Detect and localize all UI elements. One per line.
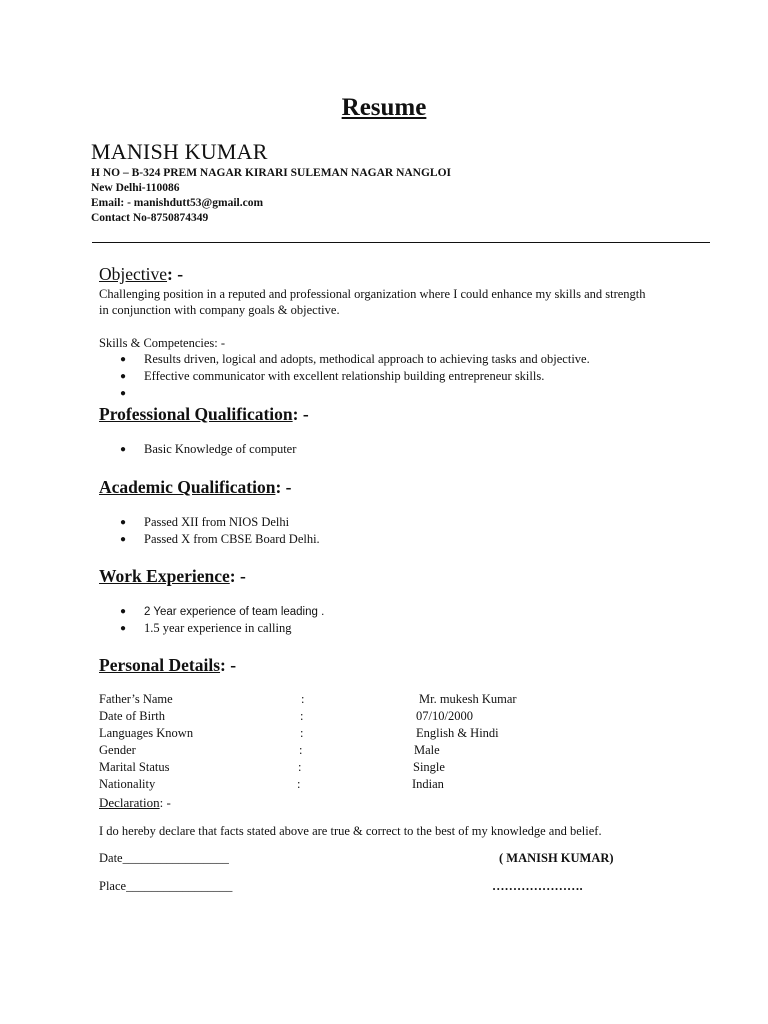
table-row bbox=[99, 692, 619, 709]
list-item: ● 2 Year experience of team leading . bbox=[120, 603, 324, 620]
signature-name: ( MANISH KUMAR) bbox=[499, 851, 614, 865]
professional-heading-suffix: : - bbox=[292, 404, 309, 424]
declaration-heading bbox=[99, 795, 171, 811]
bullet-icon: ● bbox=[120, 606, 127, 617]
bullet-icon: ● bbox=[120, 354, 127, 365]
detail-key: Father’s Name bbox=[99, 692, 173, 706]
detail-key: Gender bbox=[99, 743, 136, 757]
list-item: ● Passed X from CBSE Board Delhi. bbox=[120, 532, 320, 546]
work-heading-suffix: : - bbox=[229, 566, 246, 586]
signature-line: …………………. bbox=[492, 879, 583, 893]
declaration-heading-suffix: : - bbox=[159, 795, 171, 810]
resume-title: Resume bbox=[341, 94, 427, 121]
bullet-icon: ● bbox=[120, 623, 127, 634]
detail-value: Indian bbox=[412, 777, 444, 791]
bullet-icon: ● bbox=[120, 371, 127, 382]
detail-value: English & Hindi bbox=[416, 726, 499, 740]
detail-key: Nationality bbox=[99, 777, 156, 791]
objective-text-line-2: in conjunction with company goals & objective. bbox=[99, 303, 340, 317]
bullet-icon: ● bbox=[120, 534, 127, 545]
academic-list bbox=[120, 514, 320, 548]
objective-heading bbox=[99, 264, 183, 285]
date-field: Date_________________ bbox=[99, 851, 229, 865]
skills-label: Skills & Competencies: - bbox=[99, 336, 226, 350]
phone-line: Contact No-8750874349 bbox=[91, 212, 209, 224]
detail-colon: : bbox=[297, 777, 301, 791]
declaration-heading-label: Declaration bbox=[99, 795, 160, 810]
academic-heading-suffix: : - bbox=[275, 477, 292, 497]
table-row bbox=[99, 726, 619, 743]
detail-value: Male bbox=[414, 743, 440, 757]
declaration-text: I do hereby declare that facts stated above are true & correct to the best of my knowledge and belief. bbox=[99, 824, 602, 838]
academic-heading bbox=[99, 477, 291, 498]
objective-heading-suffix: : - bbox=[167, 264, 184, 284]
header-divider bbox=[92, 242, 710, 243]
bullet-icon: ● bbox=[120, 517, 127, 528]
detail-key: Languages Known bbox=[99, 726, 194, 740]
professional-heading bbox=[99, 404, 309, 425]
list-item: ● 1.5 year experience in calling bbox=[120, 621, 292, 635]
detail-colon: : bbox=[299, 743, 303, 757]
detail-key: Marital Status bbox=[99, 760, 170, 774]
personal-details-table bbox=[99, 692, 619, 794]
address-line-2: New Delhi-110086 bbox=[91, 182, 180, 194]
objective-heading-label: Objective bbox=[99, 264, 168, 284]
detail-colon: : bbox=[300, 726, 304, 740]
objective-text-line-1: Challenging position in a reputed and professional organization where I could enhance my skills and strength bbox=[99, 287, 646, 301]
personal-heading bbox=[99, 655, 236, 676]
work-heading-label: Work Experience bbox=[99, 566, 230, 586]
address-line-1: H NO – B-324 PREM NAGAR KIRARI SULEMAN NAGAR NANGLOI bbox=[91, 167, 452, 179]
academic-heading-label: Academic Qualification bbox=[99, 477, 276, 497]
work-list bbox=[120, 603, 324, 637]
table-row bbox=[99, 760, 619, 777]
work-heading bbox=[99, 566, 246, 587]
detail-value: Single bbox=[413, 760, 445, 774]
list-item: ● Results driven, logical and adopts, methodical approach to achieving tasks and objective. bbox=[120, 352, 590, 366]
list-item: ● Effective communicator with excellent relationship building entrepreneur skills. bbox=[120, 369, 545, 383]
table-row bbox=[99, 709, 619, 726]
skills-list bbox=[120, 351, 590, 402]
detail-colon: : bbox=[301, 692, 305, 706]
detail-value: Mr. mukesh Kumar bbox=[419, 692, 517, 706]
objective-text bbox=[99, 286, 719, 318]
email-line: Email: - manishdutt53@gmail.com bbox=[91, 197, 264, 209]
personal-heading-suffix: : - bbox=[220, 655, 237, 675]
list-item: ● Basic Knowledge of computer bbox=[120, 442, 297, 456]
bullet-icon: ● bbox=[120, 444, 127, 455]
list-item: ● Passed XII from NIOS Delhi bbox=[120, 515, 290, 529]
place-field: Place_________________ bbox=[99, 879, 233, 893]
contact-block bbox=[91, 166, 451, 226]
table-row bbox=[99, 777, 619, 794]
list-item bbox=[120, 385, 590, 402]
detail-colon: : bbox=[298, 760, 302, 774]
professional-list bbox=[120, 441, 296, 458]
candidate-name: MANISH KUMAR bbox=[91, 139, 268, 164]
detail-colon: : bbox=[300, 709, 304, 723]
bullet-icon: ● bbox=[120, 388, 127, 399]
professional-heading-label: Professional Qualification bbox=[99, 404, 293, 424]
table-row bbox=[99, 743, 619, 760]
personal-heading-label: Personal Details bbox=[99, 655, 221, 675]
detail-value: 07/10/2000 bbox=[416, 709, 473, 723]
detail-key: Date of Birth bbox=[99, 709, 165, 723]
